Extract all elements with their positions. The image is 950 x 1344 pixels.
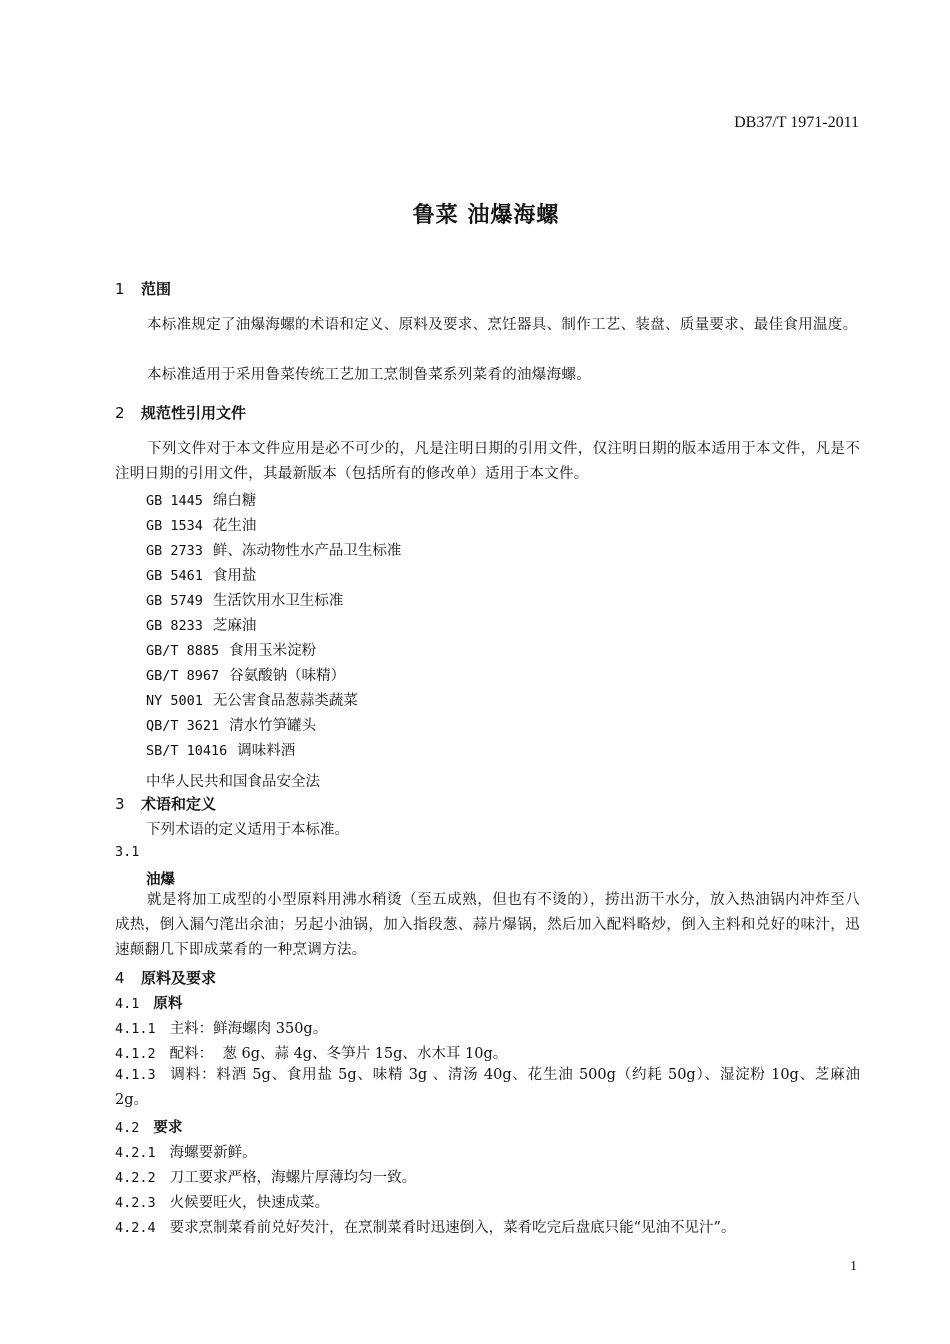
section-number: 4 [115, 969, 125, 987]
clause-number: 4.2.1 [115, 1145, 156, 1161]
standard-code: DB37/T 1971-2011 [734, 114, 859, 131]
reference-item [146, 714, 316, 735]
reference-name: 调味料酒 [237, 743, 296, 759]
section-2-paragraph-1: 下列文件对于本文件应用是必不可少的，凡是注明日期的引用文件，仅注明日期的版本适用于本文件，凡是不注明日期的引用文件，其最新版本（包括所有的修改单）适用于本文件。 [115, 441, 860, 482]
reference-code: GB 5749 [146, 593, 203, 609]
reference-code: GB/T 8885 [146, 643, 220, 659]
reference-item [146, 514, 256, 535]
reference-name: 清水竹笋罐头 [229, 718, 317, 734]
term-number: 3.1 [115, 844, 140, 860]
clause-text: 海螺要新鲜。 [169, 1145, 257, 1161]
section-3-intro: 下列术语的定义适用于本标准。 [146, 822, 349, 838]
section-title: 术语和定义 [141, 795, 217, 813]
reference-item [146, 589, 343, 610]
section-number: 2 [115, 404, 125, 422]
section-title: 范围 [141, 280, 172, 298]
clause-text: 调料：料酒 5g、食用盐 5g、味精 3g 、清汤 40g、花生油 500g（约耗 50g）、湿淀粉 10g、芝麻油 2g。 [115, 1067, 860, 1108]
reference-name: 鲜、冻动物性水产品卫生标准 [212, 543, 402, 559]
clause-title: 要求 [153, 1120, 183, 1136]
clause-4-2-4 [115, 1216, 735, 1237]
section-1-heading [115, 278, 171, 299]
reference-item [146, 639, 316, 660]
clause-number: 4.1.1 [115, 1021, 156, 1037]
section-number: 3 [115, 795, 125, 813]
clause-title: 原料 [153, 996, 183, 1012]
reference-name: 无公害食品葱蒜类蔬菜 [212, 693, 358, 709]
reference-code: GB/T 8967 [146, 668, 220, 684]
reference-code: GB 5461 [146, 568, 203, 584]
clause-number: 4.2.2 [115, 1170, 156, 1186]
reference-code: GB 1445 [146, 493, 203, 509]
reference-name: 食用盐 [212, 568, 257, 584]
term-name: 油爆 [146, 872, 175, 888]
term-definition: 就是将加工成型的小型原料用沸水稍烫（至五成熟，但也有不烫的），捞出沥干水分，放入热油锅内冲炸至八成热，倒入漏勺滗出余油；另起小油锅，加入指段葱、蒜片爆锅，然后加入配料略炒，倒入主料和兑好的味汁，迅速颠翻几下即成菜肴的一种烹调方法。 [115, 892, 860, 958]
section-4-heading [115, 967, 216, 988]
reference-item [146, 689, 358, 710]
reference-name: 芝麻油 [212, 618, 257, 634]
clause-text: 主料：鲜海螺肉 350g。 [169, 1021, 328, 1037]
clause-4-2-3 [115, 1191, 329, 1212]
clause-number: 4.2 [115, 1120, 140, 1136]
reference-item [146, 614, 256, 635]
section-number: 1 [115, 280, 125, 298]
reference-name: 谷氨酸钠（味精） [229, 668, 346, 684]
clause-number: 4.1 [115, 996, 140, 1012]
reference-item [146, 739, 295, 760]
clause-number: 4.1.3 [115, 1067, 156, 1083]
clause-4-1 [115, 992, 182, 1013]
section-1-paragraph-2: 本标准适用于采用鲁菜传统工艺加工烹制鲁菜系列菜肴的油爆海螺。 [147, 367, 591, 383]
clause-4-1-1 [115, 1017, 327, 1038]
section-2-heading [115, 402, 246, 423]
reference-item [146, 664, 345, 685]
clause-4-2 [115, 1116, 182, 1137]
clause-text: 火候要旺火，快速成菜。 [169, 1195, 330, 1211]
document-title: 鲁菜 油爆海螺 [412, 203, 560, 228]
clause-4-1-2 [115, 1042, 507, 1063]
reference-code: SB/T 10416 [146, 743, 228, 759]
reference-code: NY 5001 [146, 693, 203, 709]
clause-text: 要求烹制菜肴前兑好芡汁，在烹制菜肴时迅速倒入，菜肴吃完后盘底只能“见油不见汁”。 [169, 1220, 736, 1236]
reference-code: GB 2733 [146, 543, 203, 559]
clause-4-2-1 [115, 1141, 257, 1162]
section-title: 规范性引用文件 [141, 404, 247, 422]
reference-law: 中华人民共和国食品安全法 [146, 774, 320, 790]
section-1-paragraph-1: 本标准规定了油爆海螺的术语和定义、原料及要求、烹饪器具、制作工艺、装盘、质量要求、最佳食用温度。 [147, 317, 858, 333]
reference-name: 绵白糖 [212, 493, 257, 509]
reference-item [146, 539, 401, 560]
clause-text: 刀工要求严格，海螺片厚薄均匀一致。 [169, 1170, 417, 1186]
reference-code: GB 1534 [146, 518, 203, 534]
clause-4-1-3 [115, 1063, 860, 1113]
clause-text: 配料： 葱 6g、蒜 4g、冬笋片 15g、水木耳 10g。 [169, 1046, 508, 1062]
reference-code: GB 8233 [146, 618, 203, 634]
reference-item [146, 564, 256, 585]
clause-number: 4.1.2 [115, 1046, 156, 1062]
clause-4-2-2 [115, 1166, 416, 1187]
clause-number: 4.2.4 [115, 1220, 156, 1236]
reference-name: 生活饮用水卫生标准 [212, 593, 344, 609]
section-3-heading [115, 793, 216, 814]
reference-name: 食用玉米淀粉 [229, 643, 317, 659]
page-number: 1 [850, 1259, 857, 1274]
reference-item [146, 489, 256, 510]
section-title: 原料及要求 [141, 969, 217, 987]
reference-code: QB/T 3621 [146, 718, 220, 734]
clause-number: 4.2.3 [115, 1195, 156, 1211]
reference-name: 花生油 [212, 518, 257, 534]
